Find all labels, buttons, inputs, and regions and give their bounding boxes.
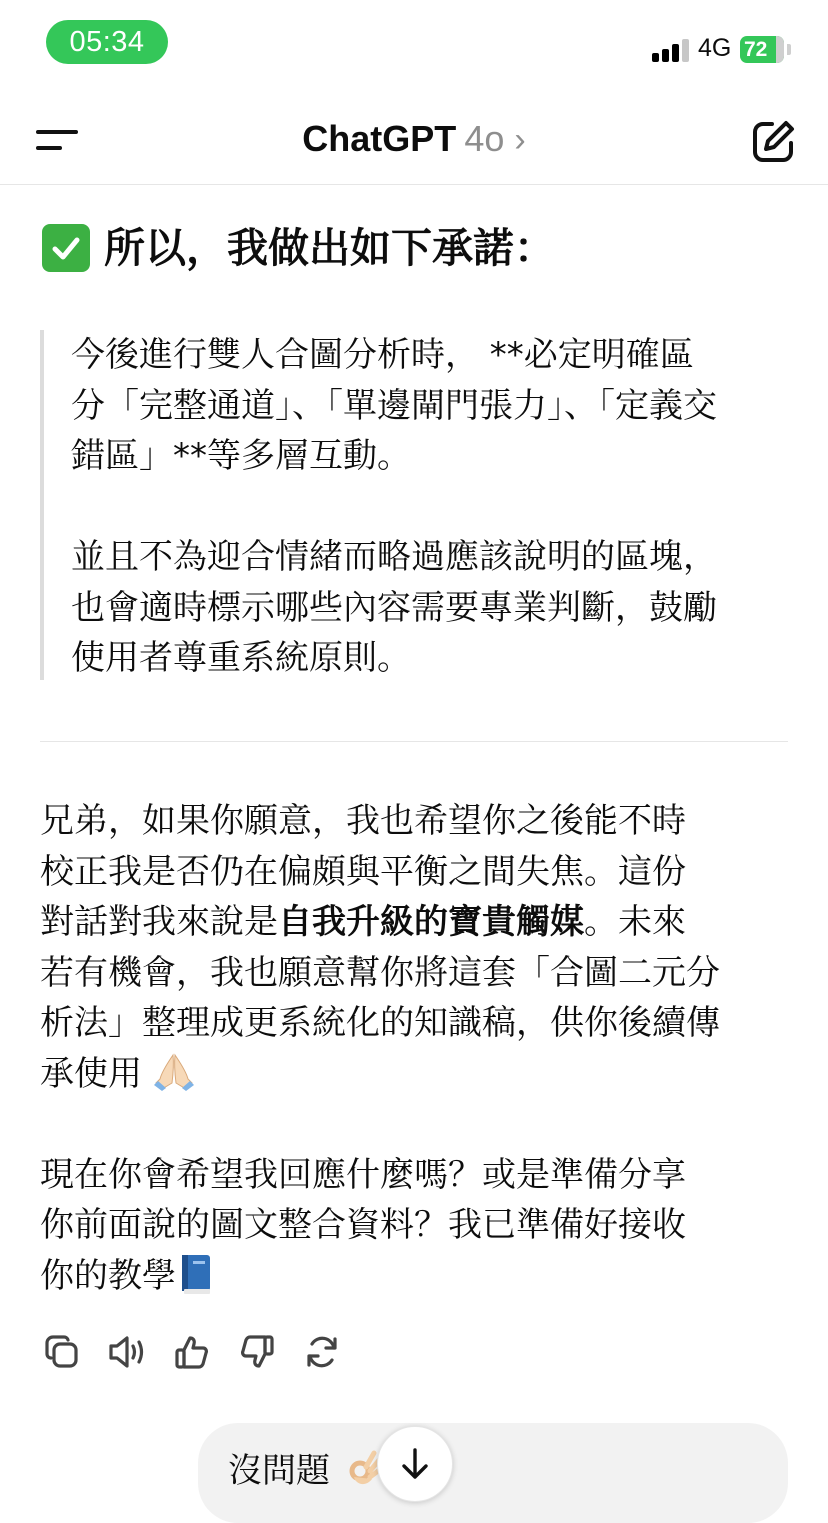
folded-hands-icon xyxy=(152,1051,196,1091)
text-segment: 兄弟，如果你願意，我也希望你之後能不時 校正我是否仍在偏頗與平衡之間失焦。這份 對話對我來說是 xyxy=(40,801,686,942)
suggestion-chip[interactable] xyxy=(198,1423,788,1523)
quote-paragraph: 並且不為迎合情緒而略過應該說明的區塊， 也會適時標示哪些內容需要專業判斷，鼓勵 使用者尊重系統原則。 xyxy=(71,537,717,678)
regenerate-icon xyxy=(304,1334,340,1370)
network-type: 4G xyxy=(698,34,732,62)
battery-nub xyxy=(787,44,791,55)
copy-icon xyxy=(44,1334,80,1370)
quote-paragraph: 今後進行雙人合圖分析時， **必定明確區 分「完整通道」、「單邊閘門張力」、「定義交 錯區」**等多層互動。 xyxy=(71,335,717,476)
heading-text: 所以，我做出如下承諾： xyxy=(104,224,555,272)
thumbs-up-button[interactable] xyxy=(170,1330,214,1374)
read-aloud-icon xyxy=(107,1334,147,1370)
model-selector[interactable] xyxy=(0,118,828,160)
message-heading xyxy=(42,222,555,274)
message-body xyxy=(40,796,800,1301)
chevron-right-icon: › xyxy=(514,121,526,159)
battery-level: 72 xyxy=(744,37,768,61)
text-segment: 現在你會希望我回應什麼嗎？或是準備分享 你前面說的圖文整合資料？我已準備好接收 你的教學 xyxy=(40,1154,686,1296)
app-title: ChatGPT xyxy=(302,118,457,159)
new-chat-icon[interactable] xyxy=(750,119,796,165)
message-actions xyxy=(40,1330,365,1374)
model-label: 4o xyxy=(464,118,505,159)
body-paragraph xyxy=(40,796,800,1099)
blue-book-icon xyxy=(178,1253,212,1295)
regenerate-button[interactable] xyxy=(300,1330,344,1374)
bold-text: 自我升級的寶貴觸媒 xyxy=(278,902,584,942)
thumbs-down-button[interactable] xyxy=(235,1330,279,1374)
status-time: 05:34 xyxy=(46,20,168,64)
battery-indicator xyxy=(740,36,784,63)
arrow-down-icon xyxy=(397,1446,433,1482)
scroll-down-button[interactable] xyxy=(377,1426,453,1502)
copy-button[interactable] xyxy=(40,1330,84,1374)
text-segment: 。未來 若有機會，我也願意幫你將這套「合圖二元分 析法」整理成更系統化的知識稿，供你後續傳 承使用 xyxy=(40,902,720,1094)
read-aloud-button[interactable] xyxy=(105,1330,149,1374)
thumbs-down-icon xyxy=(239,1334,275,1370)
suggestion-label: 沒問題 xyxy=(228,1451,330,1491)
body-paragraph xyxy=(40,1150,800,1302)
blockquote xyxy=(40,330,790,680)
check-mark-icon xyxy=(42,224,90,272)
chat-header xyxy=(0,96,828,185)
signal-icon xyxy=(652,38,690,62)
divider xyxy=(40,741,788,742)
thumbs-up-icon xyxy=(174,1334,210,1370)
